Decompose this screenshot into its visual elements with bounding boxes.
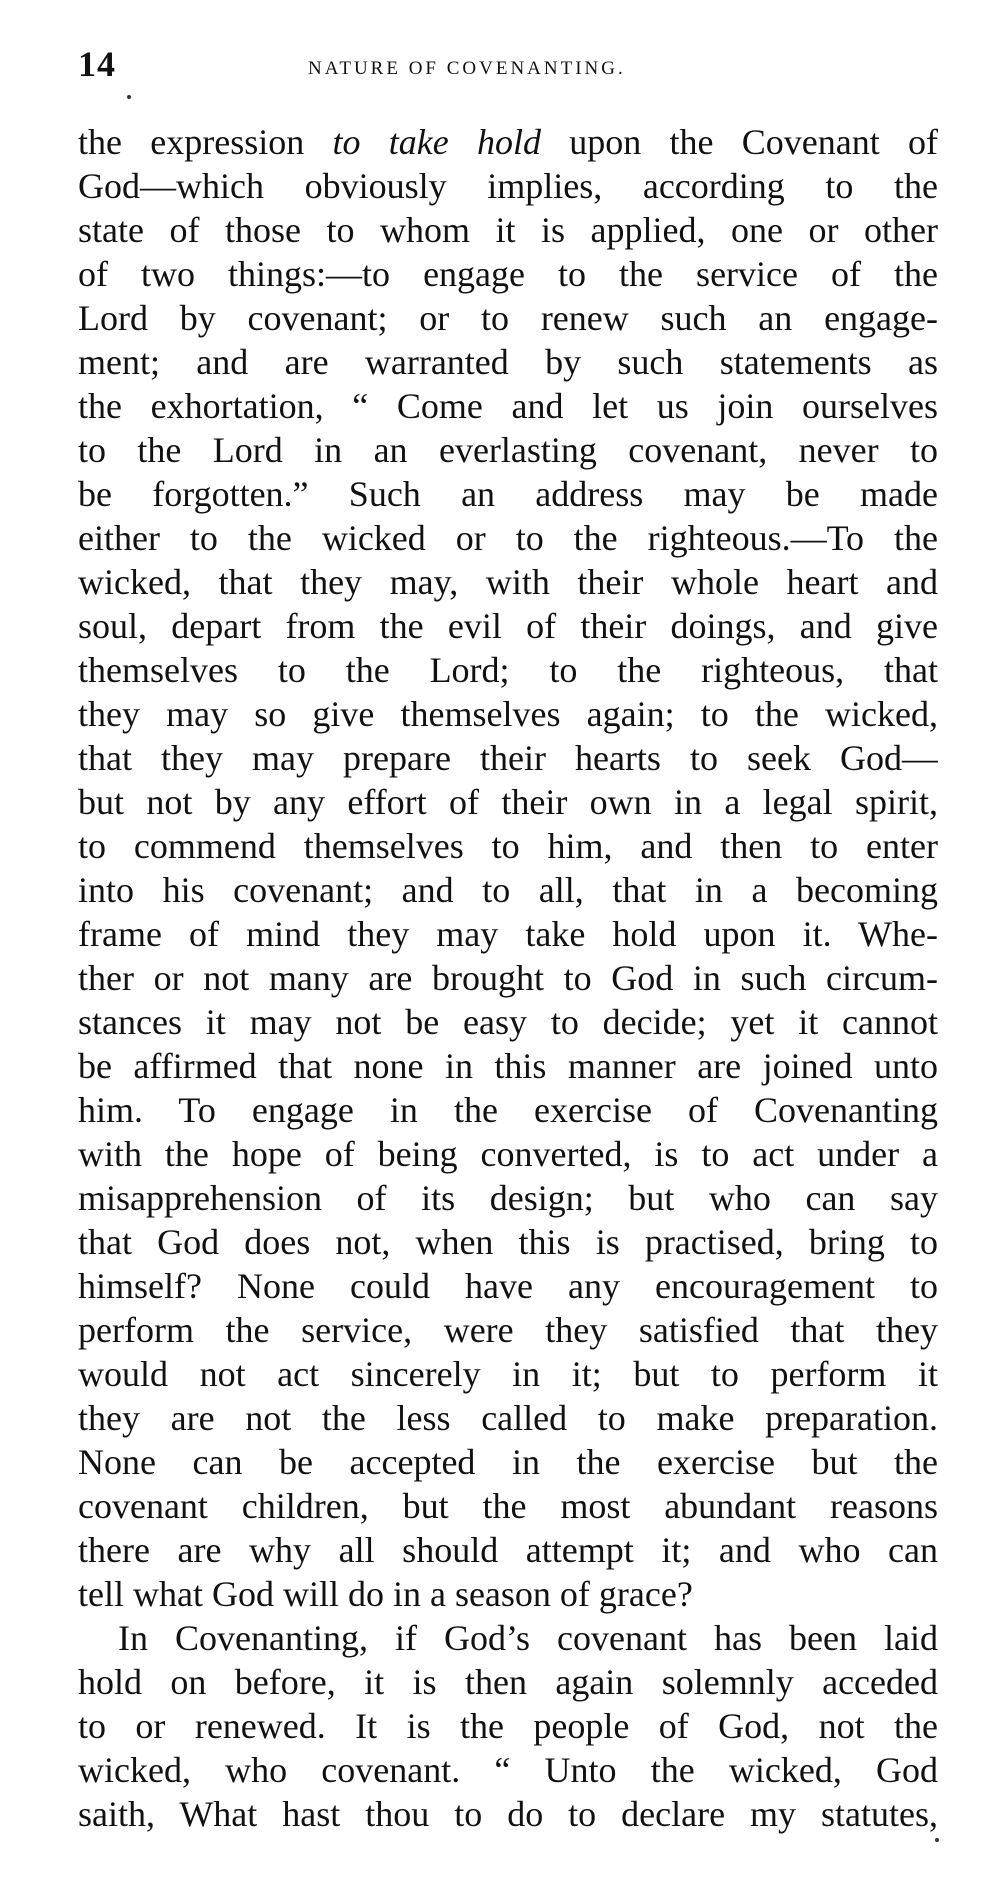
text-line-36: hold on before, it is then again solemnly acceded: [78, 1662, 938, 1702]
text-line-25: misapprehension of its design; but who can say: [78, 1178, 938, 1218]
text-line-15: that they may prepare their hearts to seek God—: [78, 738, 938, 778]
text-line-6: ment; and are warranted by such statements as: [78, 342, 938, 382]
text-line-39: saith, What hast thou to do to declare my statutes,: [78, 1794, 938, 1834]
body-text: [78, 120, 938, 1836]
text-line-38: wicked, who covenant. “ Unto the wicked, God: [78, 1750, 938, 1790]
text-line-2: God—which obviously implies, according to the: [78, 166, 938, 206]
text-line-26: that God does not, when this is practised, bring to: [78, 1222, 938, 1262]
text-line-17: to commend themselves to him, and then to enter: [78, 826, 938, 866]
text-line-13: themselves to the Lord; to the righteous, that: [78, 650, 938, 690]
text-line-5: Lord by covenant; or to renew such an engage-: [78, 298, 938, 338]
text-line-21: stances it may not be easy to decide; yet it cannot: [78, 1002, 938, 1042]
running-title: NATURE OF COVENANTING.: [308, 58, 626, 79]
text-line-32: covenant children, but the most abundant reasons: [78, 1486, 938, 1526]
italic-phrase: to take hold: [332, 122, 541, 162]
text-line-11: wicked, that they may, with their whole heart and: [78, 562, 938, 602]
text-line-19: frame of mind they may take hold upon it. Whe-: [78, 914, 938, 954]
text-line-4: of two things:—to engage to the service of the: [78, 254, 938, 294]
text-line-12: soul, depart from the evil of their doings, and give: [78, 606, 938, 646]
text-line-9: be forgotten.” Such an address may be made: [78, 474, 938, 514]
text-line-18: into his covenant; and to all, that in a becoming: [78, 870, 938, 910]
text-line-34: tell what God will do in a season of grace?: [78, 1574, 693, 1614]
ink-speck: [127, 95, 131, 99]
text-line-29: would not act sincerely in it; but to perform it: [78, 1354, 938, 1394]
text-line-1: the expression to take hold upon the Covenant of: [78, 122, 938, 162]
text-line-10: either to the wicked or to the righteous.—To the: [78, 518, 938, 558]
text-line-28: perform the service, were they satisfied that they: [78, 1310, 938, 1350]
ink-speck: [935, 1838, 939, 1842]
text-line-27: himself? None could have any encouragement to: [78, 1266, 938, 1306]
page-number: 14: [78, 44, 116, 84]
text-line-7: the exhortation, “ Come and let us join ourselves: [78, 386, 938, 426]
text-line-30: they are not the less called to make preparation.: [78, 1398, 938, 1438]
text-line-22: be affirmed that none in this manner are joined unto: [78, 1046, 938, 1086]
text-line-24: with the hope of being converted, is to act under a: [78, 1134, 938, 1174]
text-line-3: state of those to whom it is applied, one or other: [78, 210, 938, 250]
text-line-35: In Covenanting, if God’s covenant has been laid: [118, 1618, 938, 1658]
text-line-14: they may so give themselves again; to the wicked,: [78, 694, 938, 734]
text-line-8: to the Lord in an everlasting covenant, never to: [78, 430, 938, 470]
running-head: [78, 44, 948, 84]
text-line-33: there are why all should attempt it; and who can: [78, 1530, 938, 1570]
text-line-37: to or renewed. It is the people of God, not the: [78, 1706, 938, 1746]
text-line-31: None can be accepted in the exercise but the: [78, 1442, 938, 1482]
text-line-16: but not by any effort of their own in a legal spirit,: [78, 782, 938, 822]
text-line-23: him. To engage in the exercise of Covenanting: [78, 1090, 938, 1130]
text-line-20: ther or not many are brought to God in such circum-: [78, 958, 938, 998]
